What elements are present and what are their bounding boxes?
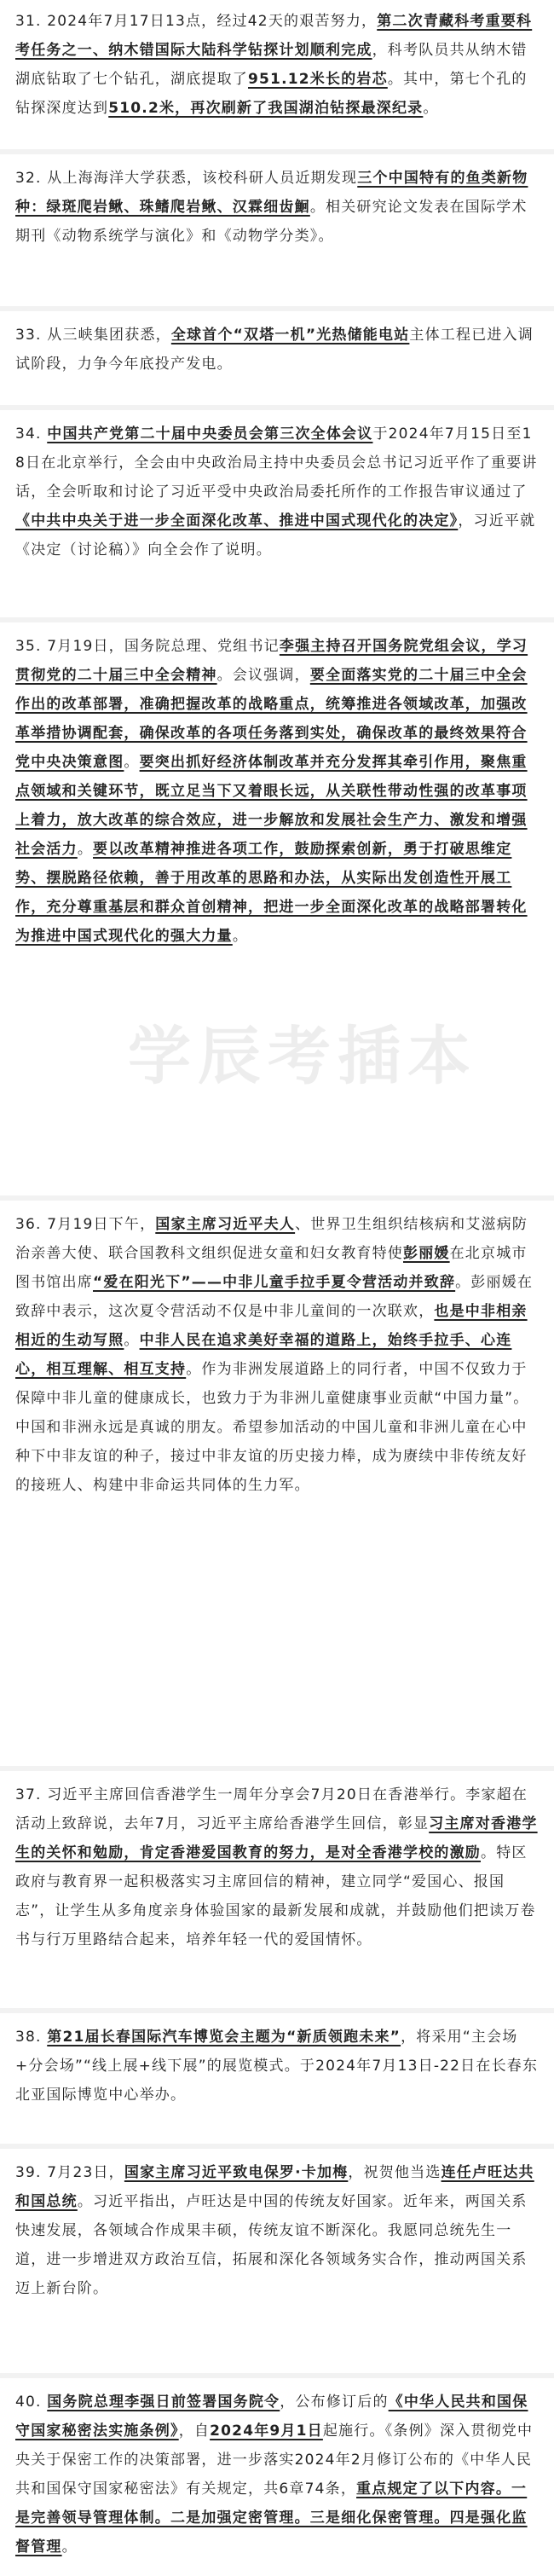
news-item-37	[15, 1780, 539, 1954]
body-text: 。特区政府与教育界一起积极落实习主席回信的精神，建立同学“爱国心、报国志”，让学生从多角度亲身体验国家的最新发展和成就，并鼓励他们把读万卷书与行万里路结合起来，培养年轻一代的爱国情怀。	[15, 1844, 536, 1948]
body-text: 。作为非洲发展道路上的同行者，中国不仅致力于保障中非儿童的健康成长，也致力于为非洲儿童健康事业贡献“中国力量”。中国和非洲永远是真诚的朋友。希望参加活动的中国儿童和非洲儿童在心中种下中非友谊的种子，接过中非友谊的历史接力棒，成为赓续中非传统友好的接班人、构建中非命运共同体的生力军。	[15, 1361, 529, 1494]
news-item-33	[15, 321, 539, 379]
body-text: 于2024年7月15日至18日在北京举行，全会由中央政治局主持中央委员会总书记习近平作了重要讲话，全会听取和讨论了习近平受中央政治局委托所作的工作报告审议通过了	[15, 425, 538, 501]
section-divider	[0, 149, 554, 154]
body-text: 起施行。《条例》深入贯彻党中央关于保密工作的决策部署，进一步落实2024年2月修订公布的《中华人民共和国保守国家秘密法》有关规定，共6章74条，	[15, 2423, 534, 2498]
body-text: 40.	[15, 2394, 48, 2411]
body-text: 。相关研究论文发表在国际学术期刊《动物系统学与演化》和《动物学分类》。	[15, 199, 528, 245]
news-item-31	[15, 7, 539, 123]
body-text: 36. 7月19日下午，	[15, 1216, 156, 1233]
news-item-36	[15, 1210, 539, 1500]
body-text: ，自	[178, 2423, 211, 2440]
highlighted-text: 三个中国特有的鱼类新物种：绿斑爬岩鳅、珠鳍爬岩鳅、汉霖细齿鮰	[15, 170, 528, 216]
news-item-38	[15, 2023, 539, 2110]
watermark: 学辰考插本	[128, 1020, 477, 1093]
body-text: 32. 从上海海洋大学获悉，该校科研人员近期发现	[15, 170, 358, 187]
body-text: 。	[77, 841, 94, 858]
body-text: 39. 7月23日，	[15, 2164, 124, 2181]
body-text: 。彭丽媛在致辞中表示，这次夏令营活动不仅是中非儿童间的一次联欢，	[15, 1274, 534, 1320]
news-item-39	[15, 2158, 539, 2303]
news-item-35	[15, 632, 539, 951]
section-divider	[0, 1195, 554, 1201]
body-text: ，将采用“主会场+分会场”“线上展+线下展”的展览模式。于2024年7月13日-22日在长春东北亚国际博览中心举办。	[15, 2029, 539, 2104]
section-divider	[0, 405, 554, 410]
body-text: 。	[423, 100, 439, 117]
highlighted-text: 第21届长春国际汽车博览会主题为“新质领跑未来”	[47, 2029, 401, 2046]
body-text: 。	[124, 754, 140, 771]
highlighted-text: 全球首个“双塔一机”光热储能电站	[170, 327, 410, 344]
highlighted-text: 2024年9月1日	[210, 2423, 323, 2440]
highlighted-text: 国家主席习近平夫人	[155, 1216, 296, 1233]
highlighted-text: 951.12米长的岩芯	[248, 71, 388, 88]
section-divider	[0, 617, 554, 622]
body-text: 。	[61, 2538, 78, 2556]
body-text: 。会议强调，	[216, 667, 310, 684]
news-item-34	[15, 420, 539, 564]
section-divider	[0, 2144, 554, 2149]
highlighted-text: 也是中非相亲相近的生动写照	[15, 1303, 528, 1349]
highlighted-text: 《中共中央关于进一步全面深化改革、推进中国式现代化的决定》	[15, 512, 459, 530]
body-text: 。习近平指出，卢旺达是中国的传统友好国家。近年来，两国关系快速发展，各领域合作成果丰硕，传统友谊不断深化。我愿同总统先生一道，进一步增进双方政治互信，拓展和深化各领域务实合作，推动两国关系迈上新台阶。	[15, 2193, 528, 2297]
highlighted-text: 中非人民在追求美好幸福的道路上，始终手拉手、心连心，相互理解、相互支持	[15, 1332, 512, 1378]
body-text: ，习近平就《决定（讨论稿）》向全会作了说明。	[15, 512, 536, 559]
section-divider	[0, 306, 554, 311]
section-divider	[0, 2008, 554, 2013]
body-text: 。	[232, 928, 249, 945]
highlighted-text: 要以改革精神推进各项工作，鼓励探索创新，勇于打破思维定势、摆脱路径依赖，善于用改革的思路和办法，从实际出发创造性开展工作，充分尊重基层和群众首创精神，把进一步全面深化改革的战略部署转化为推进中国式现代化的强大力量	[15, 841, 528, 945]
body-text: 。其中，第七个孔的钻探深度达到	[15, 71, 528, 117]
news-item-40	[15, 2388, 539, 2562]
highlighted-text: 要全面落实党的二十届三中全会作出的改革部署，准确把握改革的战略重点，统筹推进各领域改革，加强改革举措协调配套，确保改革的各项任务落到实处，确保改革的最终效果符合党中央决策意图	[15, 667, 528, 771]
body-text: 在北京城市图书馆出席	[15, 1245, 528, 1291]
highlighted-text: 彭丽媛	[403, 1245, 450, 1262]
body-text: 33. 从三峡集团获悉，	[15, 327, 171, 344]
body-text: 、世界卫生组织结核病和艾滋病防治亲善大使、联合国教科文组织促进女童和妇女教育特使	[15, 1216, 528, 1262]
body-text: 35. 7月19日，国务院总理、党组书记	[15, 638, 280, 655]
news-item-32	[15, 164, 539, 251]
highlighted-text: 连任卢旺达共和国总统	[15, 2164, 534, 2210]
body-text: 34.	[15, 425, 48, 443]
body-text: 37. 习近平主席回信香港学生一周年分享会7月20日在香港举行。李家超在活动上致辞说，去年7月，习近平主席给香港学生回信，彰显	[15, 1786, 528, 1832]
highlighted-text: 重点规定了以下内容。一是完善领导管理体制。二是加强定密管理。三是细化保密管理。四是强化监督管理	[15, 2480, 528, 2556]
highlighted-text: 第二次青藏科考重要科考任务之一、纳木错国际大陆科学钻探计划顺利完成	[15, 13, 533, 59]
highlighted-text: 要突出抓好经济体制改革并充分发挥其牵引作用，聚焦重点领域和关键环节，既立足当下又着眼长远，从关联性带动性强的改革事项上着力，放大改革的综合效应，进一步解放和发展社会生产力、激发和增强社会活力	[15, 754, 528, 858]
highlighted-text: 国务院总理李强日前签署国务院令	[47, 2394, 280, 2411]
body-text: ，祝贺他当选	[348, 2164, 441, 2181]
section-divider	[0, 1766, 554, 1771]
body-text: 31. 2024年7月17日13点，经过42天的艰苦努力，	[15, 13, 378, 30]
body-text: 。	[124, 1332, 140, 1349]
body-text: ，公布修订后的	[280, 2394, 389, 2411]
highlighted-text: 国家主席习近平致电保罗·卡加梅	[124, 2164, 349, 2181]
section-divider	[0, 2373, 554, 2378]
highlighted-text: 中国共产党第二十届中央委员会第三次全体会议	[47, 425, 373, 443]
body-text: 主体工程已进入调试阶段，力争今年底投产发电。	[15, 327, 534, 373]
highlighted-text: 《中华人民共和国保守国家秘密法实施条例》	[15, 2394, 528, 2440]
body-text: 38.	[15, 2029, 48, 2046]
highlighted-text: “爱在阳光下”——中非儿童手拉手夏令营活动并致辞	[93, 1274, 456, 1291]
highlighted-text: 习主席对香港学生的关怀和勉励，肯定香港爱国教育的努力，是对全香港学校的激励	[15, 1815, 538, 1861]
body-text: ，科考队员共从纳木错湖底钻取了七个钻孔，湖底提取了	[15, 42, 528, 88]
highlighted-text: 510.2米，再次刷新了我国湖泊钻探最深纪录	[108, 100, 424, 117]
highlighted-text: 李强主持召开国务院党组会议，学习贯彻党的二十届三中全会精神	[15, 638, 528, 684]
